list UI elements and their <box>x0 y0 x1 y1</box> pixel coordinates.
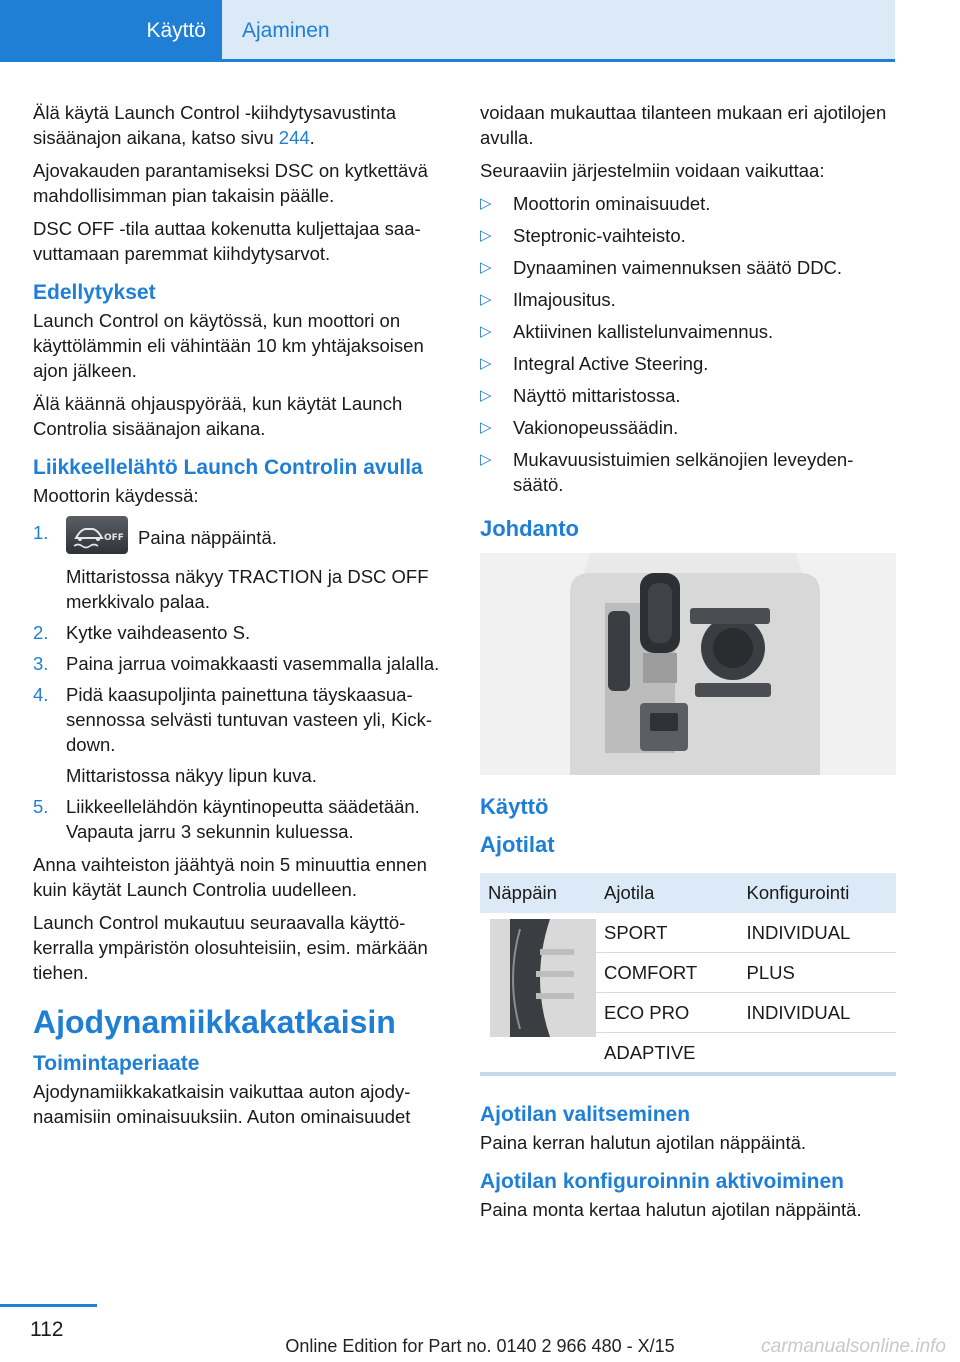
svg-text:OFF: OFF <box>104 533 124 543</box>
list-item: ▷ Integral Active Steering. <box>480 353 709 374</box>
step-2: 2. Kytke vaihdeasento S. <box>33 622 251 643</box>
list-item: ▷ Aktiivinen kallistelunvaimennus. <box>480 321 774 342</box>
table-header: Konfigurointi <box>739 873 897 913</box>
heading-ajodynamiikkakatkaisin: Ajodynamiikkakatkaisin <box>33 1004 396 1040</box>
table-cell-mode: ECO PRO <box>596 993 739 1033</box>
list-item: ▷ Moottorin ominaisuudet. <box>480 193 711 214</box>
paragraph-launch-warning: Älä käytä Launch Control -kiihdytysavustinta sisäänajon aikana, katso sivu 244. <box>33 102 396 148</box>
heading-kaytto: Käyttö <box>480 794 549 819</box>
chapter-tabs <box>0 0 895 62</box>
triangle-bullet-icon: ▷ <box>480 323 492 340</box>
footer-rule <box>0 1304 97 1307</box>
table-cell-config: INDIVIDUAL <box>739 913 897 953</box>
list-item: ▷ Ilmajousitus. <box>480 289 616 310</box>
triangle-bullet-icon: ▷ <box>480 227 492 244</box>
header-divider <box>0 59 895 62</box>
triangle-bullet-icon: ▷ <box>480 195 492 212</box>
left-column <box>33 100 453 1137</box>
paragraph-engine-running: Moottorin käydessä: <box>33 485 199 506</box>
list-item: ▷ Dynaaminen vaimennuksen säätö DDC. <box>480 257 843 278</box>
paragraph-select-mode: Paina kerran halutun ajotilan näppäintä. <box>480 1132 807 1153</box>
page-link-244[interactable]: 244 <box>278 127 310 148</box>
list-item: ▷ Näyttö mittaristossa. <box>480 385 681 406</box>
step-4: 4. Pidä kaasupoljinta painettuna täyskaasuasennossa selvästi tuntuvan vasteen yli, Kick-down. Mittaristossa näkyy lipun kuva. <box>33 684 433 786</box>
triangle-bullet-icon: ▷ <box>480 291 492 308</box>
paragraph-steering: Älä käännä ohjauspyörää, kun käytät Launch Controlia sisäänajon aikana. <box>33 393 403 439</box>
heading-ajotilan-valitseminen: Ajotilan valitseminen <box>480 1103 691 1126</box>
heading-toimintaperiaate: Toimintaperiaate <box>33 1052 200 1075</box>
table-cell-config: INDIVIDUAL <box>739 993 897 1033</box>
table-row <box>480 913 896 953</box>
table-cell-config: PLUS <box>739 953 897 993</box>
paragraph-dsc-on: Ajovakauden parantamiseksi DSC on kytkettävä mahdollisimman pian takaisin päälle. <box>33 160 428 206</box>
heading-edellytykset: Edellytykset <box>33 281 156 304</box>
triangle-bullet-icon: ▷ <box>480 419 492 436</box>
step-1: 1. OFF Paina näppäintä. Mittaristossa näkyy TRACTION ja DSC OFF merkkivalo palaa. <box>33 520 453 614</box>
tab-ajaminen[interactable]: Ajaminen <box>222 0 895 62</box>
step-3: 3. Paina jarrua voimakkaasti vasemmalla jalalla. <box>33 653 440 674</box>
table-cell-config <box>739 1033 897 1073</box>
watermark: carmanualsonline.info <box>761 1336 946 1357</box>
driving-modes-table <box>480 873 896 1072</box>
launch-steps <box>33 520 453 844</box>
triangle-bullet-icon: ▷ <box>480 451 492 468</box>
paragraph-principle: Ajodynamiikkakatkaisin vaikuttaa auton ajodynaamisiin ominaisuuksiin. Auton ominaisuudet <box>33 1081 411 1127</box>
heading-johdanto: Johdanto <box>480 516 579 541</box>
triangle-bullet-icon: ▷ <box>480 387 492 404</box>
paragraph-dsc-off: DSC OFF -tila auttaa kokenutta kuljettajaa saavuttamaan paremmat kiihdytysarvot. <box>33 218 421 264</box>
heading-ajotilat: Ajotilat <box>480 832 555 857</box>
list-item: ▷ Mukavuusistuimien selkänojien leveydensäätö. <box>480 449 854 495</box>
table-cell-mode: COMFORT <box>596 953 739 993</box>
center-console-photo <box>480 553 896 775</box>
mode-keys-photo <box>490 919 596 1037</box>
mode-keys-image-cell <box>480 913 596 1072</box>
systems-list <box>480 191 896 497</box>
paragraph-adapts: Launch Control mukautuu seuraavalla käyttökerralla ympäristön olosuhteisiin, esim. märkään tiehen. <box>33 912 428 983</box>
paragraph-cool-down: Anna vaihteiston jäähtyä noin 5 minuuttia ennen kuin käytät Launch Controlia uudelleen. <box>33 854 427 900</box>
paragraph-conditions: Launch Control on käytössä, kun moottori on käyttölämmin eli vähintään 10 km yhtäjaksoisen ajon jälkeen. <box>33 310 424 381</box>
paragraph-configure-mode: Paina monta kertaa halutun ajotilan näppäintä. <box>480 1199 862 1220</box>
table-cell-mode: SPORT <box>596 913 739 953</box>
triangle-bullet-icon: ▷ <box>480 259 492 276</box>
heading-liikkeellelahto: Liikkeellelähtö Launch Controlin avulla <box>33 456 423 479</box>
heading-konfiguroinnin-aktivoiminen: Ajotilan konfiguroinnin aktivoiminen <box>480 1170 845 1193</box>
paragraph-systems-intro: Seuraaviin järjestelmiin voidaan vaikuttaa: <box>480 160 825 181</box>
table-header: Ajotila <box>596 873 739 913</box>
triangle-bullet-icon: ▷ <box>480 355 492 372</box>
step-5: 5. Liikkeellelähdön käyntinopeutta säädetään. Vapauta jarru 3 sekunnin kuluessa. <box>33 796 420 842</box>
table-bottom-rule <box>480 1072 896 1076</box>
table-header: Näppäin <box>480 873 596 913</box>
list-item: ▷ Vakionopeussäädin. <box>480 417 679 438</box>
right-column <box>480 100 896 1230</box>
table-cell-mode: ADAPTIVE <box>604 1041 696 1063</box>
paragraph-modes-continue: voidaan mukauttaa tilanteen mukaan eri ajotilojen avulla. <box>480 102 887 148</box>
page-number: 112 <box>30 1318 64 1341</box>
list-item: ▷ Steptronic-vaihteisto. <box>480 225 686 246</box>
dsc-off-button-icon <box>66 516 128 554</box>
footer-edition-text: Online Edition for Part no. 0140 2 966 480 - X/15 <box>285 1336 675 1356</box>
tab-kaytto[interactable]: Käyttö <box>0 0 222 62</box>
